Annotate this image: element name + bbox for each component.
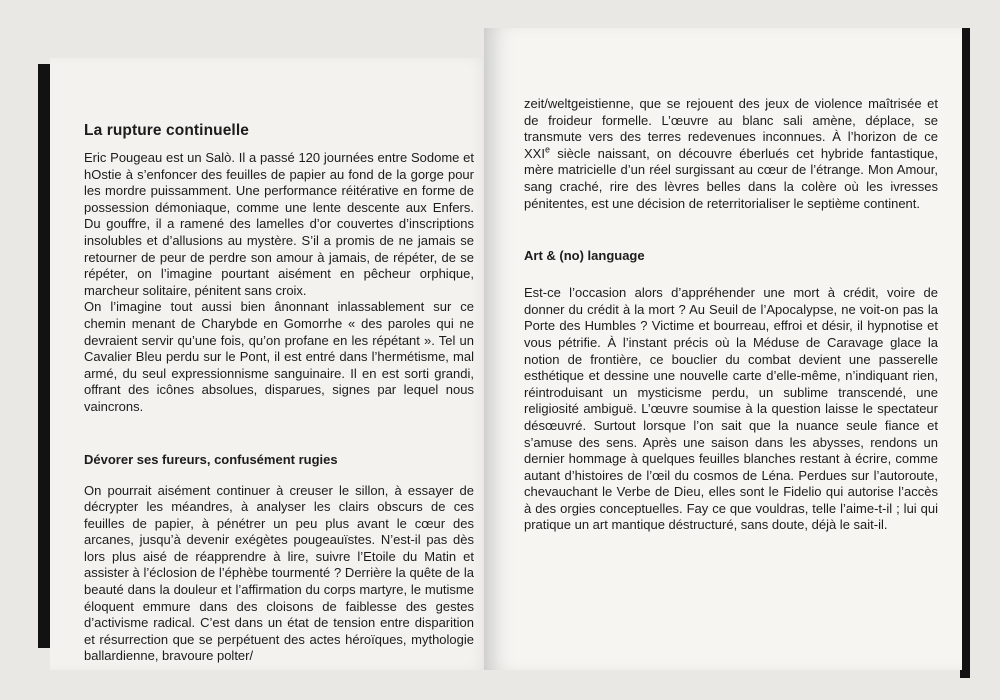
right-paragraph-1-end: siècle naissant, on découvre éberlués cet hybride fantastique, mère matricielle d’un réel surgissant au cœur de l’étrange. Mon Amour, sang craché, rire des lèvres belles dans la colère où les ivresses pénitentes, est une décision de reterritorialiser le septième continent. xyxy=(524,145,938,211)
right-paragraph-1-start: zeit/weltgeistienne, que se rejouent des jeux de violence maîtrisée et de froideur formelle. L’œuvre au blanc sali amène, déplace, se transmute vers des terres redevenues inconnues. À l’horizon de ce XXI xyxy=(524,96,938,161)
right-paragraph-2: Est-ce l’occasion alors d’appréhender une mort à crédit, voire de donner du crédit à la mort ? Au Seuil de l’Apocalypse, ne voit-on pas la Porte des Humbles ? Victime et bourreau, effroi et désir, il hypnotise et vous pétrifie. À l’instant précis où la Méduse de Caravage glace la notion de frontière, ce bouclier du combat devient une passerelle esthétique et dessine une nouvelle carte d’elle-même, n’indiquant rien, réintroduisant un mysticisme perdu, un sublime transcendé, une religiosité ambiguë. L’œuvre soumise à la question laisse le spectateur désœuvré. Surtout lorsque l’on sait que la nuance seule fiance et s’amuse des sens. Après une saison dans les abysses, rendons un dernier hommage à quelques feuilles blanches restant à écrire, comme autant d’histoires de l’œil du cosmos de Léna. Perdues sur l’autoroute, chevauchant le Verbe de Dieu, elles sont le Fidelio qui autorise l’accès à des orgies conceptuelles. Fay ce que vouldras, telle l’aime-t-il ; lui qui pratique un art mantique déstructuré, sans doute, déjà le sait-il. xyxy=(524,285,938,533)
left-page-title: La rupture continuelle xyxy=(84,122,249,139)
right-page xyxy=(484,28,962,670)
left-page xyxy=(50,58,496,670)
right-page-subtitle: Art & (no) language xyxy=(524,248,645,264)
open-book xyxy=(38,28,970,668)
left-page-subtitle: Dévorer ses fureurs, confusément rugies xyxy=(84,451,338,467)
century-superscript: e xyxy=(544,144,550,155)
left-paragraph-3: On pourrait aisément continuer à creuser le sillon, à essayer de décrypter les méandres, à analyser les clairs obscurs de ces feuilles de papier, à pénétrer un peu plus avant le cœur des arcanes, jusqu’à devenir exégètes pougeauïstes. N’est-il pas dès lors plus aisé de réapprendre à lire, suivre l’Etoile du Matin et assister à l’éclosion de l’éphèbe tourmenté ? Derrière la quête de la beauté dans la douleur et l’affirmation du corps martyre, le mutisme éloquent emmure dans des cloisons de faiblesse des gestes d’activisme radical. C’est dans un état de tension entre disparition et résurrection que se perpétuent des actes héroïques, mythologie ballardienne, bravoure polter/ xyxy=(84,482,474,664)
right-paragraph-1 xyxy=(524,96,938,212)
left-paragraph-2: On l’imagine tout aussi bien ânonnant inlassablement sur ce chemin menant de Charybde en Gomorrhe « des paroles qui ne devraient servir qu’une fois, qu’on profane en les répétant ». Tel un Cavalier Bleu perdu sur le Pont, il est entré dans l’hermétisme, mal armé, du seul expressionnisme sanguinaire. Il en est sorti grandi, offrant des icônes absolues, disparues, signes par lequel nous vaincrons. xyxy=(84,299,474,414)
left-paragraph-1: Eric Pougeau est un Salò. Il a passé 120 journées entre Sodome et hOstie à s’enfoncer des feuilles de papier au fond de la gorge pour les mordre puissamment. Une performance réitérative en forme de possession démoniaque, comme une lente descente aux Enfers. Du gouffre, il a ramené des lamelles d’or couvertes d’inscriptions insolubles et d’allusions au mystère. S’il a promis de ne jamais se retourner de peur de perdre son amour à jamais, de répéter, de se répéter, on l’imagine pourtant aisément en pêcheur orphique, marcheur solitaire, pénitent sans croix. xyxy=(84,150,474,298)
